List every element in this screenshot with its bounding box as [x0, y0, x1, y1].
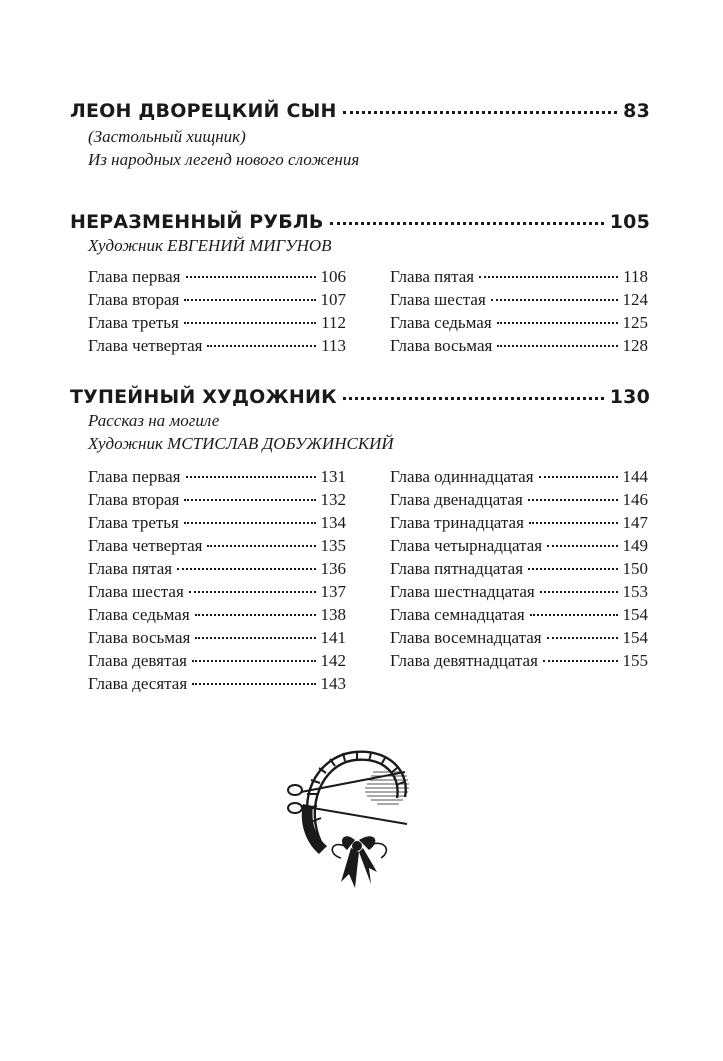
chapter-entry[interactable]	[88, 511, 346, 534]
chapter-page: 142	[320, 651, 346, 670]
chapter-entry[interactable]	[390, 534, 648, 557]
chapter-page: 125	[622, 313, 648, 332]
chapter-page: 124	[622, 290, 648, 309]
chapter-entry[interactable]	[390, 511, 648, 534]
chapter-page: 137	[320, 582, 346, 601]
chapter-page: 144	[622, 467, 648, 486]
dot-leader	[543, 660, 618, 662]
dot-leader	[184, 322, 316, 324]
chapter-label: Глава девятнадцатая	[390, 651, 538, 670]
chapter-page: 146	[622, 490, 648, 509]
chapter-entry[interactable]	[88, 557, 346, 580]
chapter-entry[interactable]	[88, 265, 346, 288]
dot-leader	[497, 345, 617, 347]
section-subtitle: (Застольный хищник)	[88, 127, 246, 146]
chapter-label: Глава третья	[88, 313, 179, 332]
chapter-list-right	[390, 265, 648, 357]
dot-leader	[343, 111, 618, 114]
chapter-entry[interactable]	[88, 465, 346, 488]
dot-leader	[184, 522, 316, 524]
chapter-label: Глава четвертая	[88, 336, 203, 355]
chapter-entry[interactable]	[390, 311, 648, 334]
chapter-label: Глава седьмая	[88, 605, 190, 624]
chapter-page: 150	[622, 559, 648, 578]
chapter-label: Глава четырнадцатая	[390, 536, 543, 555]
chapter-label: Глава шестая	[390, 290, 486, 309]
section-page-number: 83	[623, 100, 650, 122]
chapter-label: Глава третья	[88, 513, 179, 532]
chapter-page: 128	[622, 336, 648, 355]
chapter-list-left	[88, 465, 346, 695]
dot-leader	[184, 499, 315, 501]
chapter-page: 154	[622, 628, 648, 647]
chapter-list-right	[390, 465, 648, 672]
chapter-entry[interactable]	[88, 534, 346, 557]
dot-leader	[547, 545, 617, 547]
wreath-scissors-icon	[285, 742, 425, 892]
chapter-page: 107	[320, 290, 346, 309]
dot-leader	[497, 322, 618, 324]
dot-leader	[186, 276, 316, 278]
section-title-text: ЛЕОН ДВОРЕЦКИЙ СЫН	[70, 100, 337, 122]
chapter-entry[interactable]	[88, 649, 346, 672]
dot-leader	[192, 683, 315, 685]
dot-leader	[207, 345, 316, 347]
toc-section-title[interactable]	[70, 99, 650, 123]
chapter-label: Глава двенадцатая	[390, 490, 523, 509]
chapter-entry[interactable]	[390, 580, 648, 603]
section-subtitle: Рассказ на могиле	[88, 411, 220, 430]
section-title-text: ТУПЕЙНЫЙ ХУДОЖНИК	[70, 386, 337, 408]
dot-leader	[491, 299, 618, 301]
chapter-entry[interactable]	[390, 488, 648, 511]
chapter-entry[interactable]	[390, 288, 648, 311]
dot-leader	[195, 637, 315, 639]
chapter-label: Глава пятая	[88, 559, 173, 578]
chapter-label: Глава десятая	[88, 674, 188, 693]
dot-leader	[195, 614, 316, 616]
chapter-page: 155	[622, 651, 648, 670]
toc-section-title[interactable]	[70, 385, 650, 409]
chapter-entry[interactable]	[88, 672, 346, 695]
chapter-entry[interactable]	[390, 649, 648, 672]
chapter-page: 135	[320, 536, 346, 555]
chapter-label: Глава тринадцатая	[390, 513, 524, 532]
chapter-entry[interactable]	[88, 603, 346, 626]
chapter-entry[interactable]	[88, 580, 346, 603]
chapter-label: Глава девятая	[88, 651, 187, 670]
chapter-entry[interactable]	[390, 465, 648, 488]
dot-leader	[177, 568, 315, 570]
chapter-page: 153	[622, 582, 648, 601]
chapter-label: Глава шестая	[88, 582, 184, 601]
chapter-label: Глава вторая	[88, 290, 180, 309]
chapter-page: 134	[320, 513, 346, 532]
section-title-text: НЕРАЗМЕННЫЙ РУБЛЬ	[70, 211, 324, 233]
dot-leader	[528, 499, 618, 501]
chapter-label: Глава вторая	[88, 490, 180, 509]
chapter-page: 132	[320, 490, 346, 509]
dot-leader	[192, 660, 316, 662]
chapter-page: 149	[622, 536, 648, 555]
chapter-entry[interactable]	[88, 626, 346, 649]
dot-leader	[479, 276, 618, 278]
chapter-page: 136	[320, 559, 346, 578]
chapter-entry[interactable]	[390, 603, 648, 626]
dot-leader	[547, 637, 618, 639]
chapter-entry[interactable]	[88, 288, 346, 311]
dot-leader	[184, 299, 315, 301]
section-subtitle: Из народных легенд нового сложения	[88, 150, 360, 169]
chapter-entry[interactable]	[390, 557, 648, 580]
chapter-label: Глава первая	[88, 467, 181, 486]
dot-leader	[539, 476, 618, 478]
chapter-label: Глава пятая	[390, 267, 475, 286]
chapter-entry[interactable]	[390, 334, 648, 357]
chapter-label: Глава седьмая	[390, 313, 492, 332]
dot-leader	[540, 591, 618, 593]
chapter-entry[interactable]	[88, 334, 346, 357]
chapter-label: Глава восьмая	[390, 336, 493, 355]
chapter-entry[interactable]	[390, 265, 648, 288]
chapter-label: Глава восемнадцатая	[390, 628, 542, 647]
chapter-page: 112	[321, 313, 346, 332]
chapter-page: 141	[320, 628, 346, 647]
chapter-page: 154	[622, 605, 648, 624]
chapter-entry[interactable]	[88, 488, 346, 511]
chapter-page: 118	[623, 267, 648, 286]
toc-section-title[interactable]	[70, 210, 650, 234]
dot-leader	[343, 397, 604, 400]
chapter-label: Глава пятнадцатая	[390, 559, 524, 578]
section-page-number: 130	[609, 386, 650, 408]
chapter-list-left	[88, 265, 346, 357]
dot-leader	[528, 568, 617, 570]
chapter-label: Глава семнадцатая	[390, 605, 525, 624]
chapter-label: Глава четвертая	[88, 536, 203, 555]
chapter-page: 131	[320, 467, 346, 486]
dot-leader	[330, 222, 604, 225]
dot-leader	[529, 522, 618, 524]
chapter-page: 138	[320, 605, 346, 624]
chapter-page: 106	[320, 267, 346, 286]
dot-leader	[186, 476, 316, 478]
dot-leader	[530, 614, 618, 616]
chapter-label: Глава одиннадцатая	[390, 467, 534, 486]
chapter-page: 147	[622, 513, 648, 532]
chapter-label: Глава восьмая	[88, 628, 191, 647]
chapter-page: 113	[321, 336, 346, 355]
chapter-page: 143	[320, 674, 346, 693]
dot-leader	[189, 591, 316, 593]
dot-leader	[207, 545, 315, 547]
chapter-label: Глава первая	[88, 267, 181, 286]
chapter-label: Глава шестнадцатая	[390, 582, 535, 601]
section-subtitle: Художник ЕВГЕНИЙ МИГУНОВ	[88, 236, 332, 255]
chapter-entry[interactable]	[390, 626, 648, 649]
chapter-entry[interactable]	[88, 311, 346, 334]
section-page-number: 105	[609, 211, 650, 233]
section-subtitle: Художник МСТИСЛАВ ДОБУЖИНСКИЙ	[88, 434, 394, 453]
